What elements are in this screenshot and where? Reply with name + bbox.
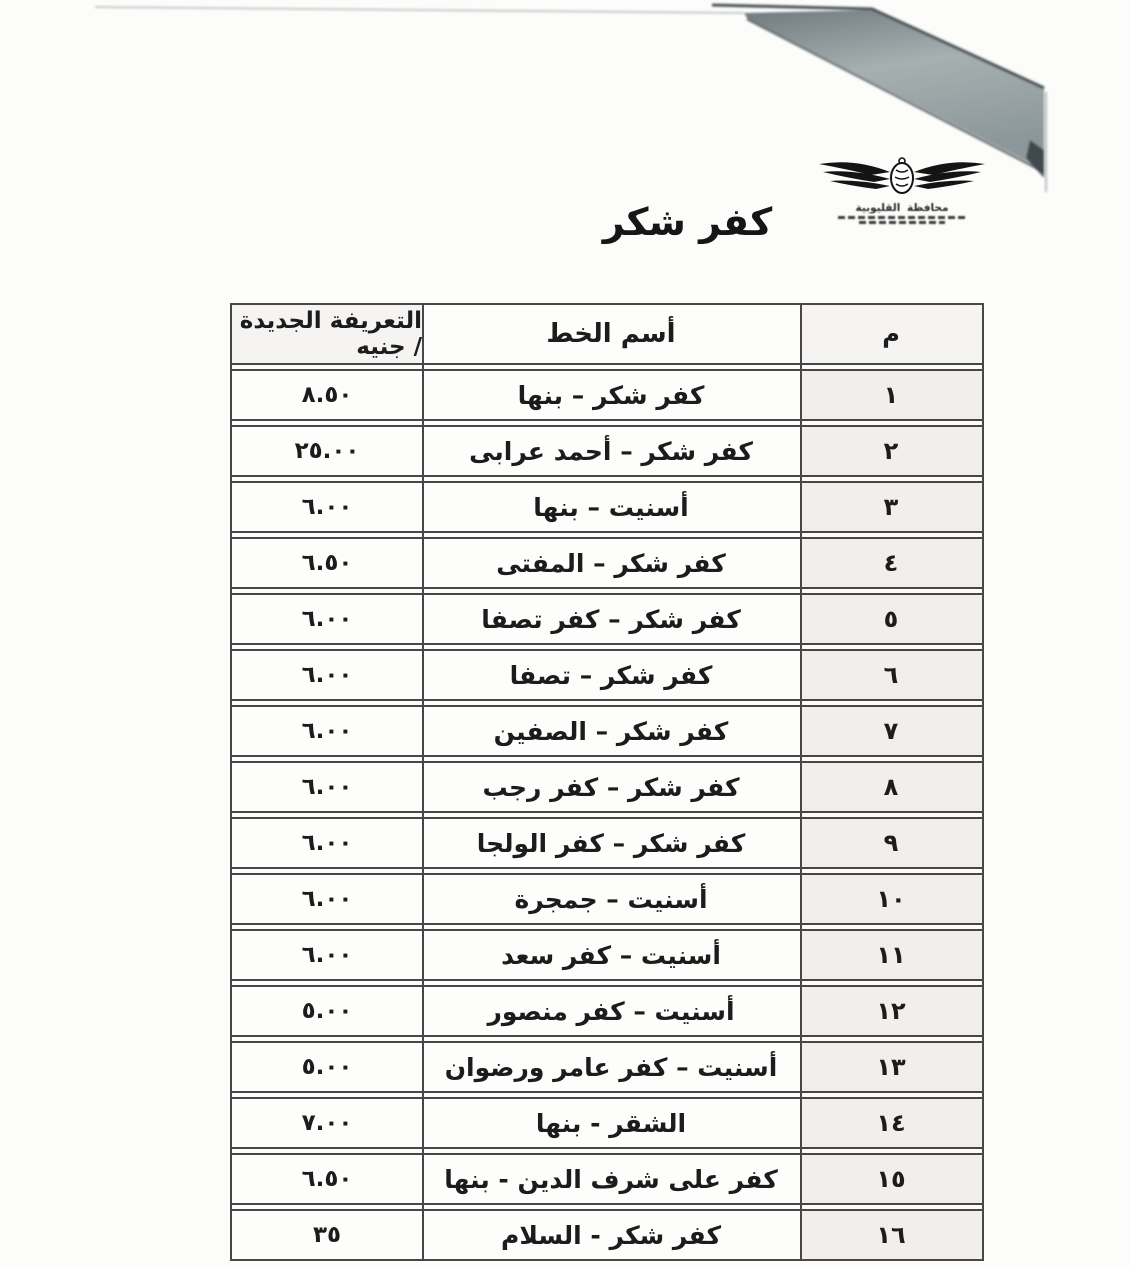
tariff-value: ٥.٠٠ <box>301 998 353 1024</box>
header-line-name: أسم الخط <box>546 319 676 349</box>
table-row <box>232 649 982 701</box>
tariff-value: ٦.٠٠ <box>301 606 353 632</box>
row-index: ١ <box>800 371 982 419</box>
row-index: ٧ <box>800 707 982 755</box>
line-name: كفر شكر – كفر تصفا <box>481 604 741 634</box>
column-divider-name-index <box>800 303 802 1261</box>
row-index: ١٣ <box>800 1043 982 1091</box>
tariff-value: ٢٥.٠٠ <box>294 438 360 464</box>
table-row <box>232 761 982 813</box>
governorate-logo <box>812 156 992 240</box>
tariff-value: ٦.٥٠ <box>301 1166 353 1192</box>
table-row <box>232 1041 982 1093</box>
table-row <box>232 369 982 421</box>
tariff-value: ٦.٠٠ <box>301 718 353 744</box>
row-index: ٣ <box>800 483 982 531</box>
tariff-value: ٦.٠٠ <box>301 494 353 520</box>
line-name: أسنيت – كفر سعد <box>501 940 721 970</box>
line-name: أسنيت – بنها <box>533 492 689 522</box>
table-row <box>232 1097 982 1149</box>
table-row <box>232 817 982 869</box>
table-rows <box>232 369 982 1261</box>
line-name: كفر شكر – كفر رجب <box>482 772 740 802</box>
table-row <box>232 537 982 589</box>
line-name: كفر شكر – تصفا <box>509 660 713 690</box>
column-divider-tariff-name <box>422 303 424 1261</box>
line-name: أسنيت – كفر منصور <box>487 996 735 1026</box>
line-name: أسنيت – جمجرة <box>514 884 708 914</box>
row-index: ٤ <box>800 539 982 587</box>
line-name: كفر شكر - السلام <box>501 1220 721 1250</box>
table-header-row <box>232 303 982 365</box>
line-name: كفر شكر – أحمد عرابى <box>469 436 753 466</box>
row-index: ١٠ <box>800 875 982 923</box>
tariff-value: ٧.٠٠ <box>301 1110 353 1136</box>
table-row <box>232 705 982 757</box>
table-row <box>232 873 982 925</box>
row-index: ١٥ <box>800 1155 982 1203</box>
line-name: أسنيت – كفر عامر ورضوان <box>444 1052 778 1082</box>
tariff-value: ٨.٥٠ <box>301 382 353 408</box>
tariff-value: ٦.٥٠ <box>301 550 353 576</box>
row-index: ٩ <box>800 819 982 867</box>
row-index: ٢ <box>800 427 982 475</box>
table-row <box>232 425 982 477</box>
line-name: كفر شكر – الصفين <box>493 716 729 746</box>
table-row <box>232 593 982 645</box>
table-row <box>232 985 982 1037</box>
row-index: ٦ <box>800 651 982 699</box>
header-tariff: التعريفة الجديدة / جنيه <box>232 305 422 363</box>
logo-fine-print <box>838 216 966 224</box>
tariff-value: ٦.٠٠ <box>301 774 353 800</box>
header-index: م <box>800 305 982 363</box>
table-row <box>232 1209 982 1261</box>
row-index: ١١ <box>800 931 982 979</box>
scan-shadow-band <box>0 0 1130 300</box>
row-index: ١٢ <box>800 987 982 1035</box>
fare-table <box>230 303 984 1261</box>
line-name: كفر على شرف الدين - بنها <box>444 1164 778 1194</box>
row-index: ٥ <box>800 595 982 643</box>
table-row <box>232 929 982 981</box>
tariff-value: ٣٥ <box>312 1222 342 1248</box>
line-name: كفر شكر – المفتى <box>496 548 726 578</box>
tariff-value: ٦.٠٠ <box>301 830 353 856</box>
tariff-value: ٥.٠٠ <box>301 1054 353 1080</box>
line-name: كفر شكر – كفر الولجا <box>476 828 746 858</box>
row-index: ١٦ <box>800 1211 982 1259</box>
row-index: ٨ <box>800 763 982 811</box>
winged-emblem-icon <box>817 156 987 204</box>
tariff-value: ٦.٠٠ <box>301 662 353 688</box>
tariff-value: ٦.٠٠ <box>301 942 353 968</box>
line-name: كفر شكر – بنها <box>517 380 705 410</box>
logo-caption: محافظة القليوبية <box>855 202 949 214</box>
table-row <box>232 1153 982 1205</box>
row-index: ١٤ <box>800 1099 982 1147</box>
line-name: الشقر - بنها <box>535 1108 687 1138</box>
table-row <box>232 481 982 533</box>
page-title: كفر شكر <box>602 200 773 244</box>
tariff-value: ٦.٠٠ <box>301 886 353 912</box>
